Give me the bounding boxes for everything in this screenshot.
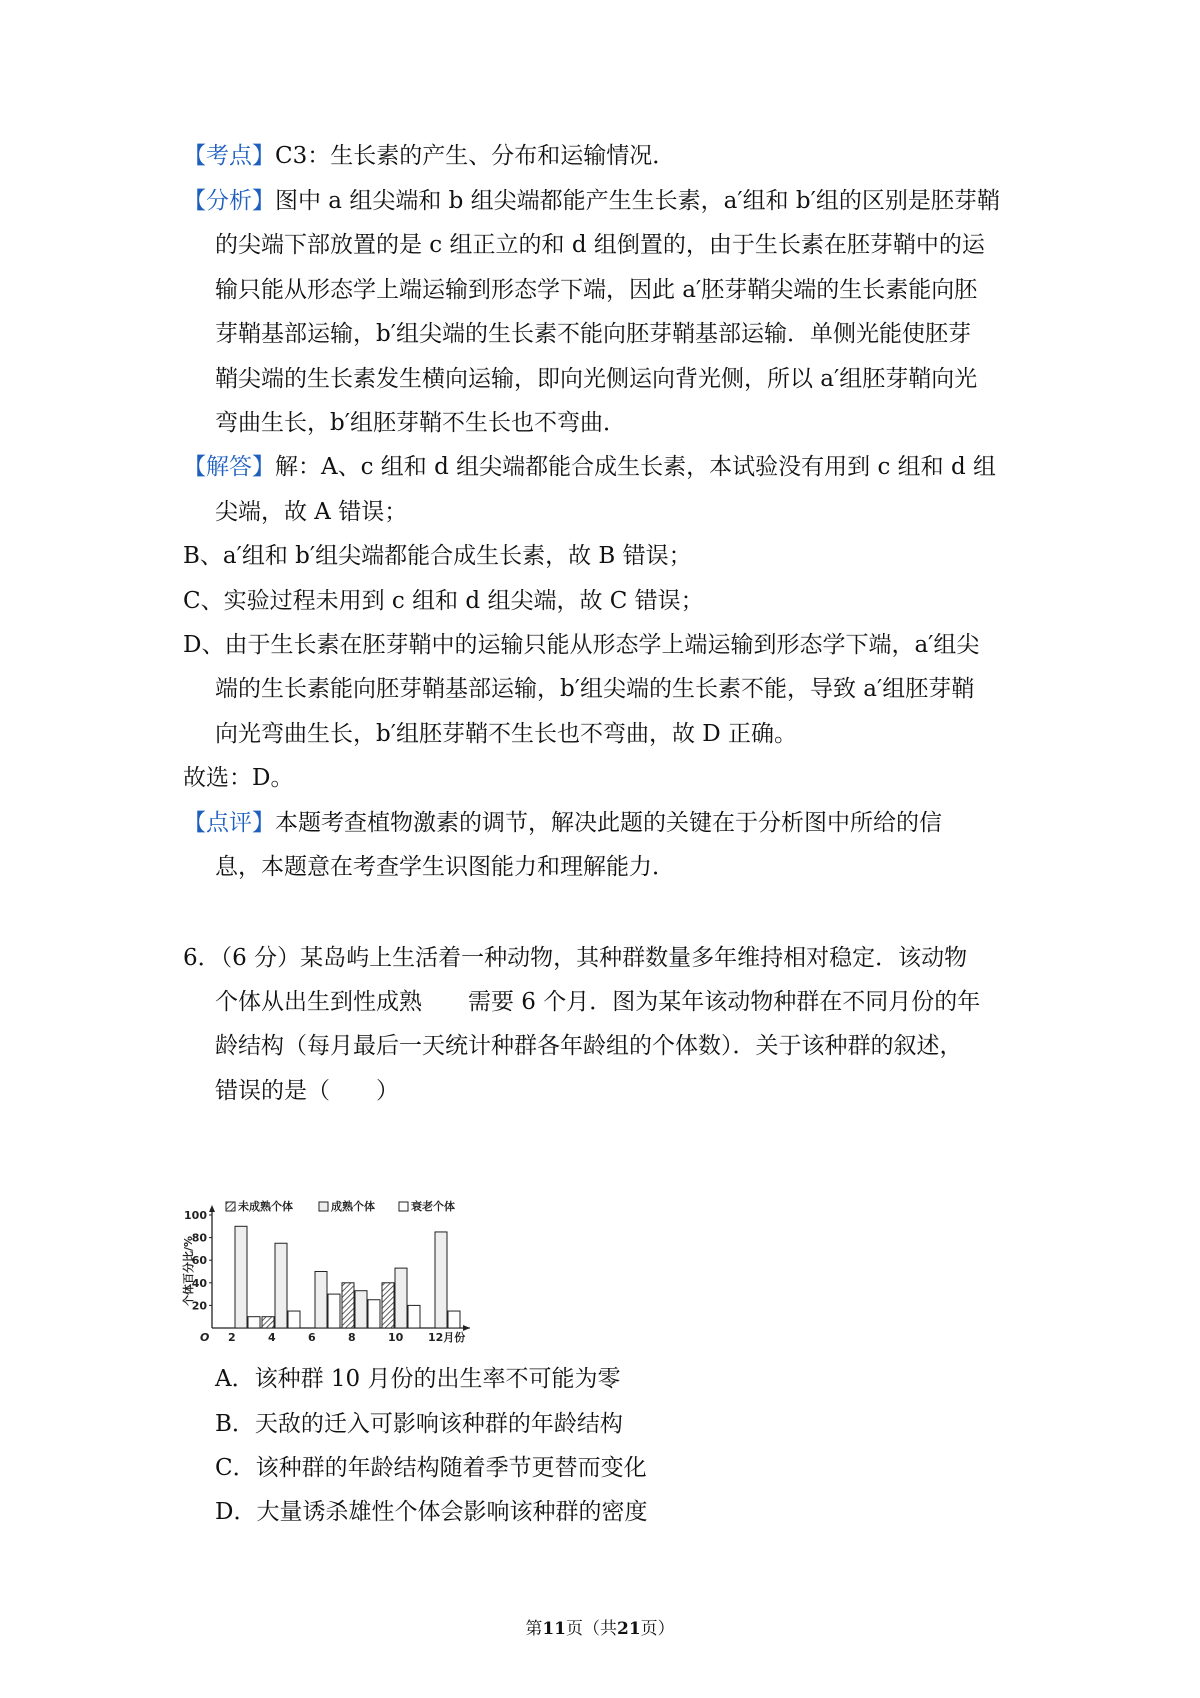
bar-gray bbox=[235, 1226, 247, 1328]
answer-line: 故选：D。 bbox=[183, 765, 294, 791]
y-axis-arrow bbox=[209, 1205, 215, 1212]
option-a[interactable]: A．该种群 10 月份的出生率不可能为零 bbox=[215, 1366, 621, 1392]
option-c-explain: C、实验过程未用到 c 组和 d 组尖端，故 C 错误； bbox=[183, 588, 704, 614]
fenxi-line-3: 芽鞘基部运输，b′组尖端的生长素不能向胚芽鞘基部运输．单侧光能使胚芽 bbox=[215, 321, 971, 347]
legend-label: 未成熟个体 bbox=[238, 1200, 293, 1213]
footer-total-pages: 21 bbox=[617, 1619, 641, 1639]
age-structure-chart bbox=[178, 1195, 518, 1347]
bar-white bbox=[448, 1311, 460, 1328]
footer-page-number: 11 bbox=[542, 1619, 566, 1639]
dianping-line-0 bbox=[183, 808, 942, 838]
question-line-1: 个体从出生到性成熟 需要 6 个月．图为某年该动物种群在不同月份的年 bbox=[215, 989, 981, 1015]
x-tick-label: 8 bbox=[348, 1331, 356, 1344]
bar-white bbox=[408, 1305, 420, 1328]
x-tick-label: 6 bbox=[308, 1331, 316, 1344]
option-b-explain: B、a′组和 b′组尖端都能合成生长素，故 B 错误； bbox=[183, 543, 692, 569]
bar-hatched bbox=[262, 1317, 274, 1328]
option-d-explain-0: D、由于生长素在胚芽鞘中的运输只能从形态学上端运输到形态学下端，a′组尖 bbox=[183, 632, 980, 658]
y-axis-label: 个体百分比/% bbox=[182, 1235, 195, 1307]
legend-label: 衰老个体 bbox=[411, 1200, 455, 1213]
fenxi-line-4: 鞘尖端的生长素发生横向运输，即向光侧运向背光侧，所以 a′组胚芽鞘向光 bbox=[215, 366, 978, 392]
jieda-line-1: 尖端，故 A 错误； bbox=[215, 499, 408, 525]
option-c[interactable]: C．该种群的年龄结构随着季节更替而变化 bbox=[215, 1455, 647, 1481]
question-line-2: 龄结构（每月最后一天统计种群各年龄组的个体数）．关于该种群的叙述， bbox=[215, 1033, 963, 1059]
kaodian-text: C3：生长素的产生、分布和运输情况． bbox=[275, 143, 676, 169]
jieda-line-0 bbox=[183, 452, 996, 482]
y-tick-label: 60 bbox=[191, 1254, 207, 1268]
legend-swatch bbox=[399, 1202, 408, 1211]
fenxi-text-0: 图中 a 组尖端和 b 组尖端都能产生生长素，a′组和 b′组的区别是胚芽鞘 bbox=[275, 188, 1000, 214]
question-line-3: 错误的是（ ） bbox=[215, 1078, 399, 1104]
kaodian-tag: 【考点】 bbox=[183, 143, 275, 169]
bar-hatched bbox=[382, 1283, 394, 1328]
page-footer bbox=[0, 1618, 1200, 1640]
y-tick-label: 80 bbox=[191, 1231, 207, 1245]
fenxi-line-0 bbox=[183, 186, 1000, 216]
bar-white bbox=[328, 1294, 340, 1328]
legend-label: 成熟个体 bbox=[331, 1200, 375, 1213]
fenxi-tag: 【分析】 bbox=[183, 188, 275, 214]
option-b[interactable]: B．天敌的迁入可影响该种群的年龄结构 bbox=[215, 1411, 623, 1437]
jieda-tag: 【解答】 bbox=[183, 454, 275, 480]
bar-gray bbox=[435, 1232, 447, 1328]
x-tick-label: 12月份 bbox=[428, 1331, 466, 1344]
fenxi-line-2: 输只能从形态学上端运输到形态学下端，因此 a′胚芽鞘尖端的生长素能向胚 bbox=[215, 277, 978, 303]
y-tick-label: 40 bbox=[191, 1276, 207, 1290]
bar-hatched bbox=[342, 1283, 354, 1328]
footer-middle: 页（共 bbox=[566, 1619, 617, 1639]
bar-white bbox=[368, 1300, 380, 1328]
dianping-text-0: 本题考查植物激素的调节，解决此题的关键在于分析图中所给的信 bbox=[275, 810, 942, 836]
fenxi-line-1: 的尖端下部放置的是 c 组正立的和 d 组倒置的，由于生长素在胚芽鞘中的运 bbox=[215, 232, 985, 258]
chart-legend bbox=[226, 1199, 455, 1213]
fenxi-line-5: 弯曲生长，b′组胚芽鞘不生长也不弯曲． bbox=[215, 410, 626, 436]
jieda-text-0: 解：A、c 组和 d 组尖端都能合成生长素，本试验没有用到 c 组和 d 组 bbox=[275, 454, 996, 480]
kaodian-line bbox=[183, 141, 675, 171]
question-line-0: 6．（6 分）某岛屿上生活着一种动物，其种群数量多年维持相对稳定．该动物 bbox=[183, 945, 968, 971]
footer-prefix: 第 bbox=[525, 1619, 543, 1639]
bar-gray bbox=[395, 1268, 407, 1328]
x-tick-label: 4 bbox=[268, 1331, 276, 1344]
legend-swatch bbox=[319, 1202, 328, 1211]
bar-white bbox=[288, 1311, 300, 1328]
dianping-line-1: 息，本题意在考查学生识图能力和理解能力． bbox=[215, 854, 675, 880]
bar-gray bbox=[275, 1243, 287, 1328]
bar-gray bbox=[355, 1291, 367, 1328]
footer-suffix: 页） bbox=[640, 1619, 675, 1639]
x-tick-label: 10 bbox=[388, 1331, 404, 1344]
y-tick-label: 100 bbox=[184, 1209, 207, 1222]
option-d-explain-2: 向光弯曲生长，b′组胚芽鞘不生长也不弯曲，故 D 正确。 bbox=[215, 721, 798, 747]
bar-gray bbox=[315, 1272, 327, 1329]
option-d[interactable]: D．大量诱杀雄性个体会影响该种群的密度 bbox=[215, 1499, 648, 1525]
dianping-tag: 【点评】 bbox=[183, 810, 275, 836]
origin-label: O bbox=[200, 1331, 210, 1344]
chart-bars bbox=[235, 1226, 460, 1328]
option-d-explain-1: 端的生长素能向胚芽鞘基部运输，b′组尖端的生长素不能，导致 a′组胚芽鞘 bbox=[215, 676, 975, 702]
x-tick-label: 2 bbox=[228, 1331, 236, 1344]
bar-white bbox=[248, 1317, 260, 1328]
legend-swatch bbox=[226, 1202, 235, 1211]
y-tick-label: 20 bbox=[191, 1299, 207, 1313]
